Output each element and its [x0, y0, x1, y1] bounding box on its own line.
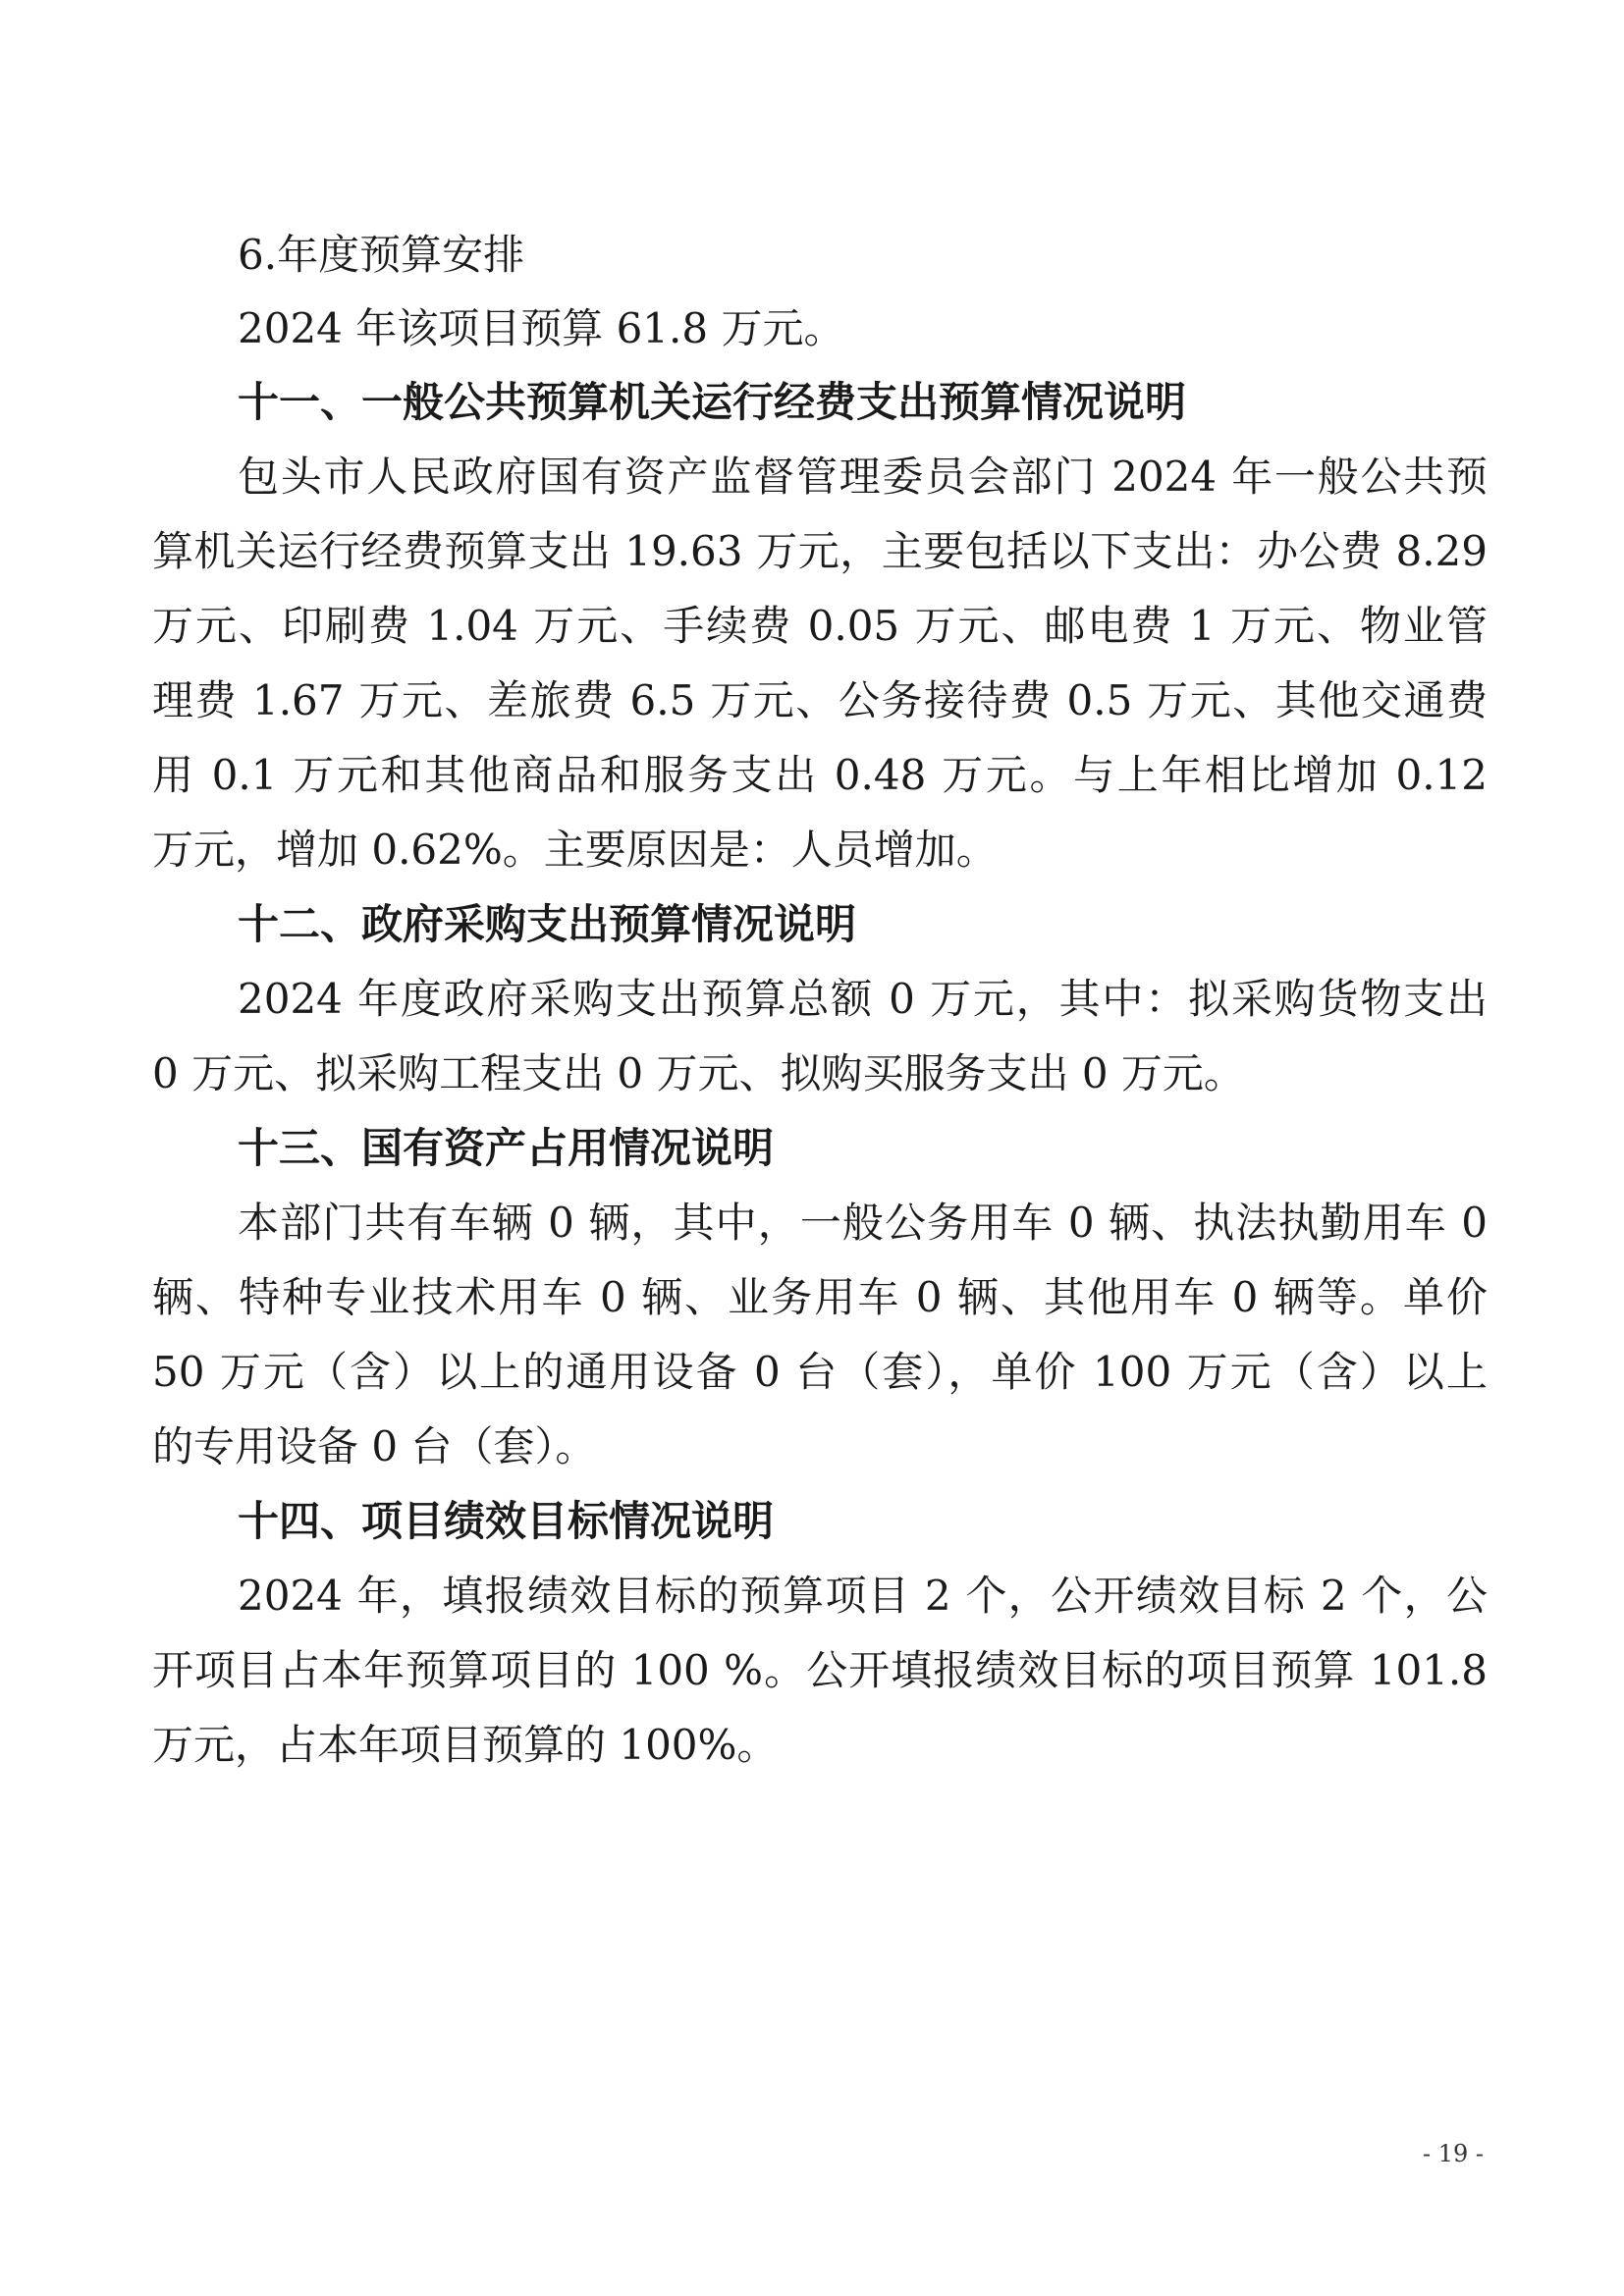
- page-number: - 19 -: [1422, 2140, 1484, 2167]
- section-11-line: 万元，增加 0.62%。主要原因是：人员增加。: [152, 826, 998, 874]
- section-12-heading: 十二、政府采购支出预算情况说明: [238, 900, 857, 948]
- section-14-line: 2024 年，填报绩效目标的预算项目 2 个，公开绩效目标 2 个，公: [238, 1572, 1488, 1620]
- section-12-line: 2024 年度政府采购支出预算总额 0 万元，其中：拟采购货物支出: [238, 975, 1488, 1023]
- section-11-line: 算机关运行经费预算支出 19.63 万元，主要包括以下支出：办公费 8.29: [152, 527, 1488, 575]
- section-12-line: 0 万元、拟采购工程支出 0 万元、拟购买服务支出 0 万元。: [152, 1049, 1245, 1097]
- section-14-line: 开项目占本年预算项目的 100 %。公开填报绩效目标的项目预算 101.8: [152, 1646, 1488, 1694]
- section-11-heading: 十一、一般公共预算机关运行经费支出预算情况说明: [238, 378, 1187, 426]
- section-14-line: 万元，占本年项目预算的 100%。: [152, 1721, 779, 1769]
- section-13-line: 辆、特种专业技术用车 0 辆、业务用车 0 辆、其他用车 0 辆等。单价: [152, 1273, 1488, 1321]
- section-11-line: 用 0.1 万元和其他商品和服务支出 0.48 万元。与上年相比增加 0.12: [152, 751, 1488, 799]
- section-13-heading: 十三、国有资产占用情况说明: [238, 1124, 775, 1172]
- section-13-line: 的专用设备 0 台（套）。: [152, 1422, 597, 1470]
- section-11-line: 包头市人民政府国有资产监督管理委员会部门 2024 年一般公共预: [238, 453, 1488, 501]
- section-6-paragraph: 2024 年该项目预算 61.8 万元。: [238, 304, 845, 352]
- section-13-line: 50 万元（含）以上的通用设备 0 台（套），单价 100 万元（含）以上: [152, 1348, 1488, 1396]
- section-11-line: 万元、印刷费 1.04 万元、手续费 0.05 万元、邮电费 1 万元、物业管: [152, 602, 1488, 650]
- section-6-subheading: 6.年度预算安排: [238, 231, 525, 279]
- section-13-line: 本部门共有车辆 0 辆，其中，一般公务用车 0 辆、执法执勤用车 0: [238, 1199, 1488, 1247]
- section-11-line: 理费 1.67 万元、差旅费 6.5 万元、公务接待费 0.5 万元、其他交通费: [152, 676, 1488, 724]
- section-14-heading: 十四、项目绩效目标情况说明: [238, 1497, 775, 1545]
